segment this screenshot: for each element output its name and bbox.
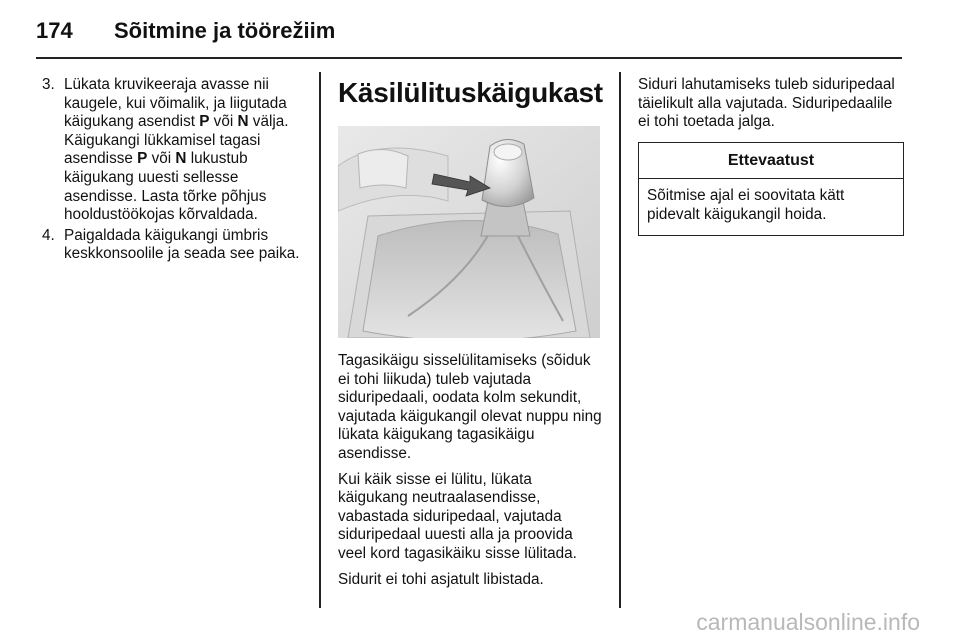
caution-text: Sõitmise ajal ei soovitata kätt pidevalt käigukangil hoida. xyxy=(647,187,845,223)
paragraph: Sidurit ei tohi asjatult libistada. xyxy=(338,570,544,588)
header-divider xyxy=(36,57,902,59)
step-text: lukustub käigukang uuesti sellesse asendisse. Lasta tõrke põhjus hooldustöökojas kõrvaldada. xyxy=(64,150,267,224)
step-text: välja. Käigukangi lükkamisel tagasi asendisse xyxy=(64,113,289,168)
step-text: või xyxy=(147,150,176,168)
steps-list xyxy=(42,76,304,264)
column-left xyxy=(42,76,304,266)
paragraph: Siduri lahutamiseks tuleb siduripedaal täielikult alla vajutada. Siduripedaalile ei tohi toetada jalga. xyxy=(638,76,895,131)
step-number: 4. xyxy=(42,226,55,244)
list-item xyxy=(42,76,304,225)
section-title: Käsilülituskäigukast xyxy=(338,77,603,108)
step-number: 3. xyxy=(42,76,55,93)
column-middle xyxy=(338,76,604,596)
list-item xyxy=(42,227,304,264)
step-text: Paigaldada käigukangi ümbris keskkonsoolile ja seada see paika. xyxy=(64,226,300,263)
column-divider-2 xyxy=(619,72,621,608)
watermark: carmanualsonline.info xyxy=(696,609,920,635)
gear-label: N xyxy=(237,113,249,131)
page-number: 174 xyxy=(36,18,73,43)
step-text: või xyxy=(209,113,238,131)
gear-label: P xyxy=(137,150,148,168)
paragraph: Tagasikäigu sisselülitamiseks (sõiduk ei tohi liikuda) tuleb vajutada siduripedaali, oodata kolm sekundit, vajutada käigukangil olevat nuppu ning lükata käigukang tagasikäigu asendisse. xyxy=(338,352,602,462)
caution-heading: Ettevaatust xyxy=(639,143,903,180)
page-title: Sõitmine ja töörežiim xyxy=(114,18,336,43)
step-text: Lükata kruvikeeraja avasse nii kaugele, kui võimalik, ja liigutada käigukang asendist xyxy=(64,76,287,131)
gear-lever-illustration xyxy=(338,126,600,338)
caution-box xyxy=(638,142,904,236)
page-header xyxy=(36,16,902,56)
gear-label: N xyxy=(175,150,187,168)
paragraph: Kui käik sisse ei lülitu, lükata käigukang neutraalasendisse, vabastada siduripedaal, vajutada siduripedaal uuesti alla ja proovida veel kord tagasikäiku sisse lülitada. xyxy=(338,470,577,562)
column-right xyxy=(638,76,904,236)
gear-label: P xyxy=(199,113,210,131)
column-divider-1 xyxy=(319,72,321,608)
